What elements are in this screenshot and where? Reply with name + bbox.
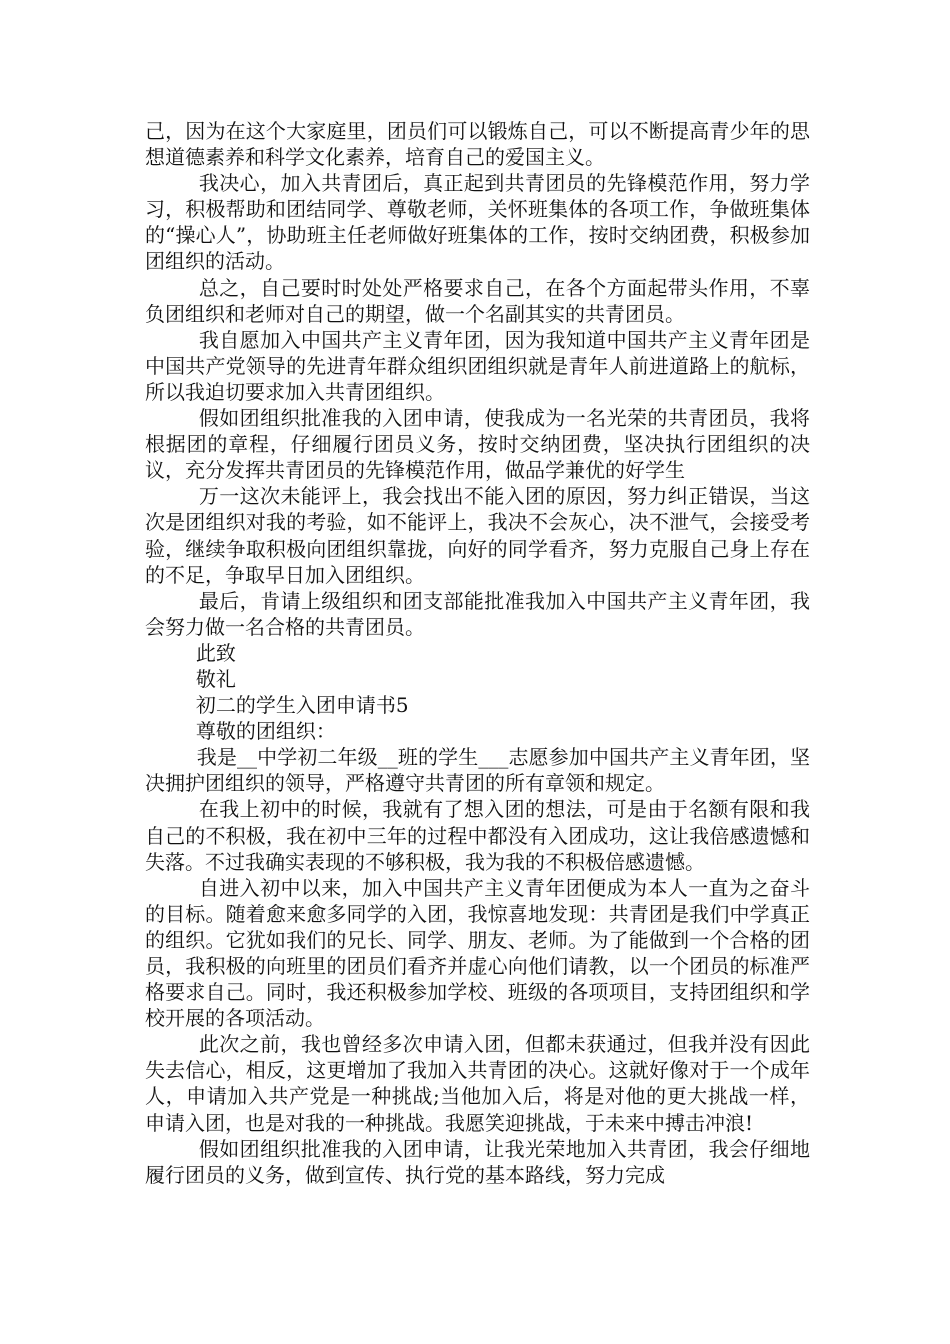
paragraph-introduction: 我是__中学初二年级__班的学生___志愿参加中国共产主义青年团，坚决拥护团组织的领导，严格遵守共青团的所有章领和规定。 xyxy=(145,745,811,796)
paragraph-goal: 自进入初中以来，加入中国共产主义青年团便成为本人一直为之奋斗的目标。随着愈来愈多同学的入团，我惊喜地发现：共青团是我们中学真正的组织。它犹如我们的兄长、同学、朋友、老师。为了能做到一个合格的团员，我积极的向班里的团员们看齐并虚心向他们请教，以一个团员的标准严格要求自己。同时，我还积极参加学校、班级的各项项目，支持团组织和学校开展的各项活动。 xyxy=(145,875,811,1031)
paragraph-promise: 假如团组织批准我的入团申请，让我光荣地加入共青团，我会仔细地履行团员的义务，做到宣传、执行党的基本路线，努力完成 xyxy=(145,1136,811,1187)
document-body xyxy=(145,118,810,1188)
salutation-jingli: 敬礼 xyxy=(145,666,236,691)
paragraph-closing-request: 最后，肯请上级组织和团支部能批准我加入中国共产主义青年团，我会努力做一名合格的共青团员。 xyxy=(145,588,811,639)
paragraph-previous-attempts: 此次之前，我也曾经多次申请入团，但都未获通过，但我并没有因此失去信心，相反，这更增加了我加入共青团的决心。这就好像对于一个成年人，申请加入共产党是一种挑战;当他加入后，将是对他的更大挑战一样，申请入团，也是对我的一种挑战。我愿笑迎挑战，于未来中搏击冲浪! xyxy=(145,1032,811,1135)
letter-greeting: 尊敬的团组织： xyxy=(145,719,336,744)
paragraph-determination: 我决心，加入共青团后，真正起到共青团员的先锋模范作用，努力学习，积极帮助和团结同学、尊敬老师，关怀班集体的各项工作，争做班集体的“操心人”，协助班主任老师做好班集体的工作，按时交纳团费，积极参加团组织的活动。 xyxy=(145,171,811,274)
section-heading: 初二的学生入团申请书5 xyxy=(145,693,409,718)
paragraph-if-rejected: 万一这次未能评上，我会找出不能入团的原因，努力纠正错误，当这次是团组织对我的考验，如不能评上，我决不会灰心，决不泄气，会接受考验，继续争取积极向团组织靠拢，向好的同学看齐，努力克服自己身上存在的不足，争取早日加入团组织。 xyxy=(145,484,811,587)
paragraph-continuation: 己，因为在这个大家庭里，团员们可以锻炼自己，可以不断提高青少年的思想道德素养和科学文化素养，培育自己的爱国主义。 xyxy=(145,119,810,170)
paragraph-junior-high: 在我上初中的时候，我就有了想入团的想法，可是由于名额有限和我自己的不积极，我在初中三年的过程中都没有入团成功，这让我倍感遗憾和失落。不过我确实表现的不够积极，我为我的不积极倍感遗憾。 xyxy=(145,797,811,874)
paragraph-voluntary: 我自愿加入中国共产主义青年团，因为我知道中国共产主义青年团是中国共产党领导的先进青年群众组织团组织就是青年人前进道路上的航标，所以我迫切要求加入共青团组织。 xyxy=(145,327,811,404)
salutation-cizhi: 此致 xyxy=(145,640,236,665)
paragraph-if-approved: 假如团组织批准我的入团申请，使我成为一名光荣的共青团员，我将根据团的章程，仔细履行团员义务，按时交纳团费，坚决执行团组织的决议，充分发挥共青团员的先锋模范作用，做品学兼优的好学生 xyxy=(145,406,811,483)
paragraph-summary: 总之，自己要时时处处严格要求自己，在各个方面起带头作用，不辜负团组织和老师对自己的期望，做一个名副其实的共青团员。 xyxy=(145,275,811,326)
